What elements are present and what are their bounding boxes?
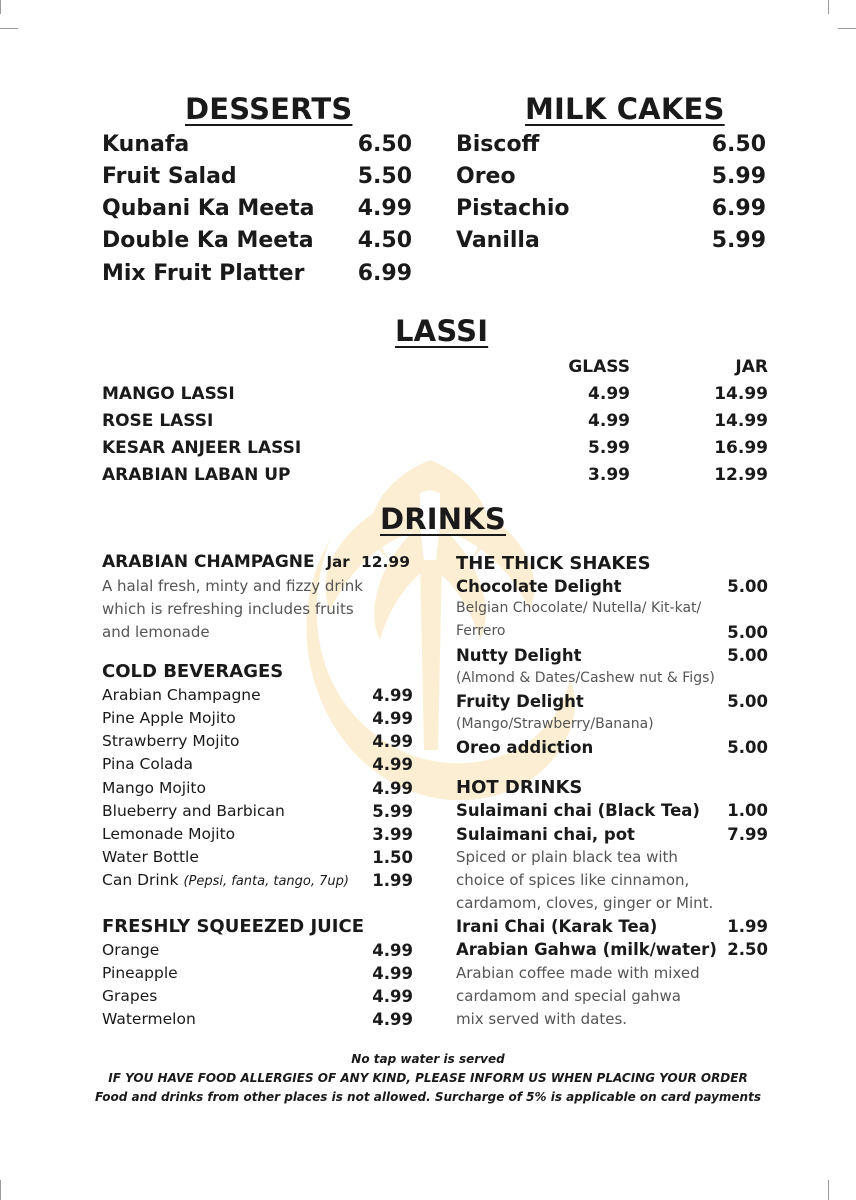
juice-price: 4.99	[372, 1010, 413, 1029]
milk-cake-name: Vanilla	[456, 228, 540, 253]
cold-item-price: 4.99	[372, 709, 413, 728]
thick-shakes-title: THE THICK SHAKES	[456, 553, 651, 574]
juice-name: Orange	[102, 941, 160, 959]
crop-mark	[0, 28, 18, 29]
hot-drink-desc: Arabian coffee made with mixed	[456, 964, 700, 982]
hot-drink-price: 1.00	[727, 801, 768, 820]
cold-item-price: 4.99	[372, 779, 413, 798]
cold-item-price: 4.99	[372, 686, 413, 705]
hot-drink-desc: cardamom and special gahwa	[456, 987, 681, 1005]
footer-tap-water: No tap water is served	[351, 1052, 505, 1066]
lassi-glass-price: 3.99	[588, 465, 630, 485]
milk-cake-price: 6.99	[711, 196, 766, 221]
cold-item-name: Strawberry Mojito	[102, 732, 240, 750]
shake-price: 5.00	[727, 692, 768, 711]
hot-drink-desc: choice of spices like cinnamon,	[456, 871, 690, 889]
cold-item-name: Blueberry and Barbican	[102, 802, 285, 820]
cold-item-price: 1.99	[372, 871, 413, 890]
milk-cake-name: Biscoff	[456, 132, 540, 157]
milk-cake-price: 5.99	[711, 228, 766, 253]
cold-item-price: 4.99	[372, 755, 413, 774]
lassi-glass-price: 5.99	[588, 438, 630, 458]
crop-mark	[0, 0, 1, 14]
crop-mark	[828, 1180, 829, 1200]
milk-cakes-title: MILK CAKES	[525, 92, 725, 126]
cold-beverages-title: COLD BEVERAGES	[102, 661, 284, 682]
shake-desc: Belgian Chocolate/ Nutella/ Kit-kat/	[456, 600, 702, 616]
dessert-name: Kunafa	[102, 132, 190, 157]
juice-price: 4.99	[372, 941, 413, 960]
lassi-glass-price: 4.99	[588, 411, 630, 431]
cold-item-price: 5.99	[372, 802, 413, 821]
dessert-price: 4.99	[357, 196, 412, 221]
cold-item-name: Arabian Champagne	[102, 686, 261, 704]
cold-item-name: Mango Mojito	[102, 779, 206, 797]
champagne-desc: A halal fresh, minty and fizzy drink	[102, 577, 363, 595]
cold-item-price: 4.99	[372, 732, 413, 751]
lassi-jar-price: 16.99	[714, 438, 768, 458]
footer-allergies: IF YOU HAVE FOOD ALLERGIES OF ANY KIND, PLEASE INFORM US WHEN PLACING YOUR ORDER	[108, 1071, 748, 1085]
hot-drink-name: Sulaimani chai (Black Tea)	[456, 801, 700, 820]
hot-drink-desc: Spiced or plain black tea with	[456, 848, 678, 866]
lassi-name: ROSE LASSI	[102, 411, 214, 431]
hot-drink-name: Irani Chai (Karak Tea)	[456, 917, 658, 936]
can-drink-label: Can Drink	[102, 871, 179, 889]
juice-name: Pineapple	[102, 964, 178, 982]
shake-price: 5.00	[727, 623, 768, 642]
milk-cake-price: 5.99	[711, 164, 766, 189]
shake-desc: (Mango/Strawberry/Banana)	[456, 716, 654, 732]
shake-name: Oreo addiction	[456, 738, 594, 757]
dessert-name: Qubani Ka Meeta	[102, 196, 315, 221]
lassi-jar-price: 14.99	[714, 384, 768, 404]
juice-name: Watermelon	[102, 1010, 196, 1028]
milk-cake-name: Oreo	[456, 164, 516, 189]
lassi-glass-header: GLASS	[568, 357, 630, 377]
dessert-name: Fruit Salad	[102, 164, 237, 189]
lassi-name: ARABIAN LABAN UP	[102, 465, 291, 485]
dessert-price: 6.50	[357, 132, 412, 157]
cold-item-name: Pina Colada	[102, 755, 194, 773]
shake-name: Nutty Delight	[456, 646, 582, 665]
lassi-jar-price: 12.99	[714, 465, 768, 485]
dessert-name: Double Ka Meeta	[102, 228, 314, 253]
cold-item-name	[102, 871, 349, 889]
hot-drink-price: 7.99	[727, 825, 768, 844]
hot-drink-name: Arabian Gahwa (milk/water)	[456, 940, 717, 959]
shake-price: 5.00	[727, 577, 768, 596]
crop-mark	[828, 0, 829, 14]
footer-surcharge: Food and drinks from other places is not allowed. Surcharge of 5% is applicable on card payments	[95, 1090, 761, 1104]
hot-drink-desc: cardamom, cloves, ginger or Mint.	[456, 894, 714, 912]
lassi-name: KESAR ANJEER LASSI	[102, 438, 302, 458]
juice-price: 4.99	[372, 987, 413, 1006]
cold-item-name: Lemonade Mojito	[102, 825, 236, 843]
cold-item-price: 1.50	[372, 848, 413, 867]
hot-drink-price: 1.99	[727, 917, 768, 936]
shake-name: Chocolate Delight	[456, 577, 622, 596]
hot-drink-desc: mix served with dates.	[456, 1010, 628, 1028]
dessert-price: 5.50	[357, 164, 412, 189]
hot-drink-name: Sulaimani chai, pot	[456, 825, 635, 844]
shake-desc: (Almond & Dates/Cashew nut & Figs)	[456, 670, 715, 686]
champagne-size: Jar	[326, 553, 350, 571]
champagne-name	[102, 552, 350, 572]
hot-drink-price: 2.50	[727, 940, 768, 959]
lassi-jar-price: 14.99	[714, 411, 768, 431]
lassi-jar-header: JAR	[735, 357, 768, 377]
cold-item-name: Water Bottle	[102, 848, 199, 866]
lassi-name: MANGO LASSI	[102, 384, 235, 404]
shake-desc: Ferrero	[456, 623, 506, 639]
milk-cake-name: Pistachio	[456, 196, 570, 221]
shake-name: Fruity Delight	[456, 692, 584, 711]
crop-mark	[838, 28, 856, 29]
milk-cake-price: 6.50	[711, 132, 766, 157]
drinks-title: DRINKS	[380, 502, 507, 536]
juice-name: Grapes	[102, 987, 158, 1005]
champagne-desc: and lemonade	[102, 623, 210, 641]
lassi-glass-price: 4.99	[588, 384, 630, 404]
can-drink-note: (Pepsi, fanta, tango, 7up)	[183, 874, 349, 889]
champagne-price: 12.99	[360, 553, 410, 571]
champagne-desc: which is refreshing includes fruits	[102, 600, 354, 618]
champagne-label: ARABIAN CHAMPAGNE	[102, 552, 315, 572]
shake-price: 5.00	[727, 646, 768, 665]
shake-price: 5.00	[727, 738, 768, 757]
cold-item-name: Pine Apple Mojito	[102, 709, 236, 727]
juice-price: 4.99	[372, 964, 413, 983]
hot-drinks-title: HOT DRINKS	[456, 777, 583, 798]
dessert-price: 4.50	[357, 228, 412, 253]
dessert-name: Mix Fruit Platter	[102, 261, 305, 286]
lassi-title: LASSI	[395, 314, 489, 348]
crop-mark	[0, 1180, 1, 1200]
cold-item-price: 3.99	[372, 825, 413, 844]
juice-title: FRESHLY SQUEEZED JUICE	[102, 916, 364, 937]
dessert-price: 6.99	[357, 261, 412, 286]
desserts-title: DESSERTS	[185, 92, 353, 126]
